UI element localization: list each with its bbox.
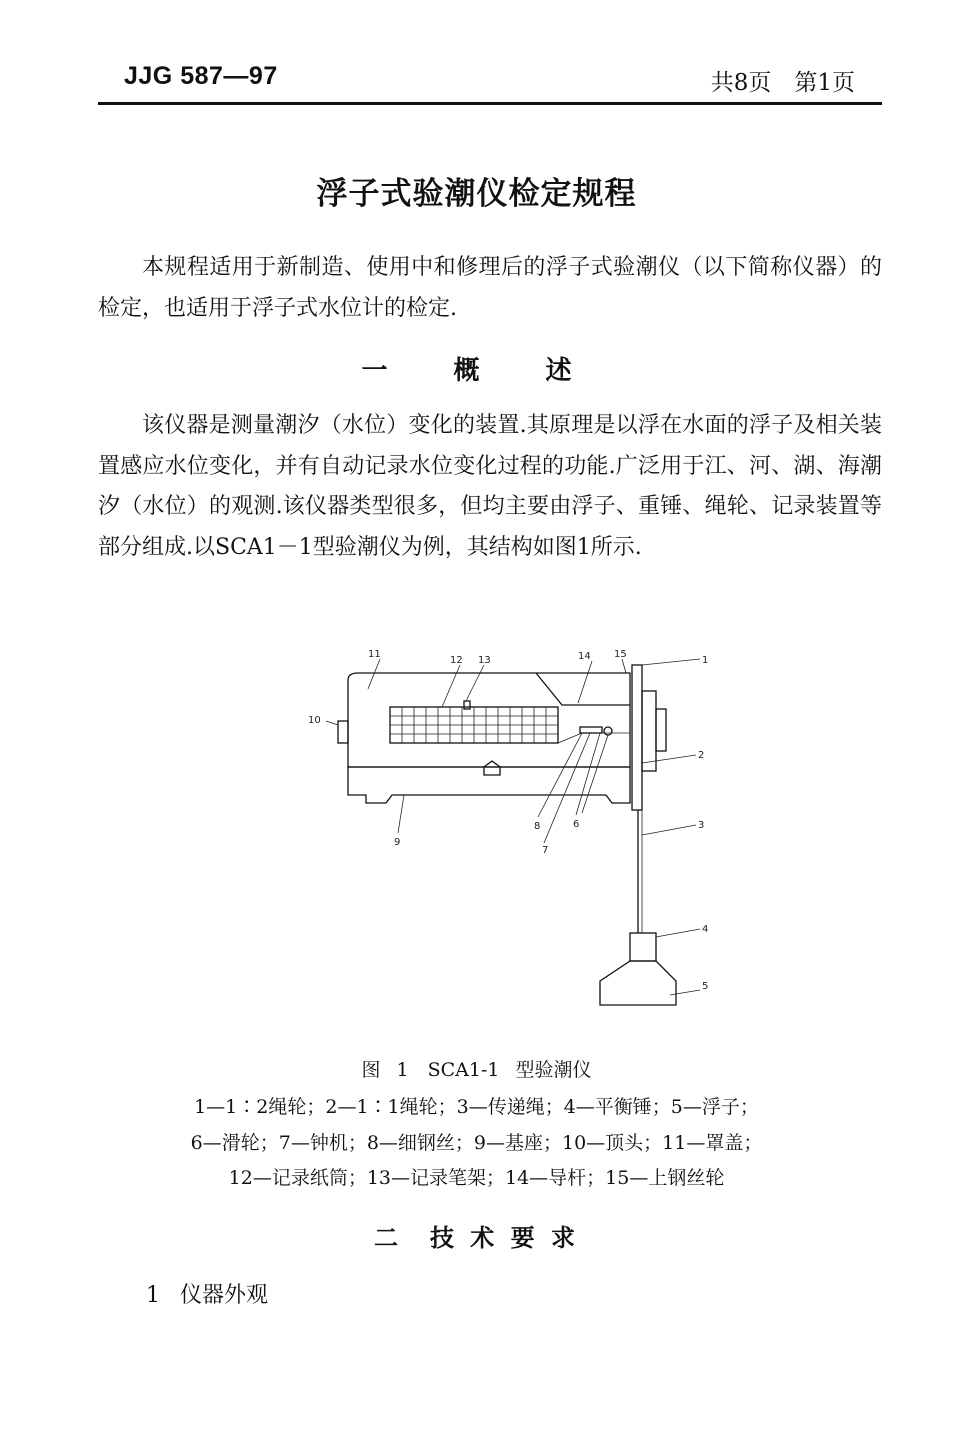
clause-1-text: 仪器外观 bbox=[180, 1283, 269, 1308]
wheel-hub bbox=[642, 691, 656, 771]
label-13: 13 bbox=[478, 655, 491, 666]
label-3: 3 bbox=[698, 820, 705, 831]
figure-legend-line-3: 12—记录纸筒；13—记录笔架；14—导杆；15—上钢丝轮 bbox=[228, 1167, 725, 1189]
label-2: 2 bbox=[698, 750, 705, 761]
page-info: 共8页 第1页 bbox=[710, 70, 855, 96]
tide-gauge-diagram bbox=[300, 645, 720, 1020]
label-15: 15 bbox=[614, 649, 627, 660]
clause-1 bbox=[146, 1278, 268, 1309]
header-rule bbox=[98, 102, 882, 105]
float bbox=[600, 961, 676, 1005]
base-shape bbox=[348, 767, 630, 803]
wheel-knob bbox=[656, 709, 666, 751]
document-title: 浮子式验潮仪检定规程 bbox=[316, 176, 637, 212]
clock-mechanism bbox=[580, 727, 602, 733]
label-1: 1 bbox=[702, 655, 709, 666]
label-12: 12 bbox=[450, 655, 463, 666]
wheel-frame bbox=[632, 665, 642, 810]
drum-grid bbox=[390, 707, 558, 743]
intro-paragraph: 本规程适用于新制造、使用中和修理后的浮子式验潮仪（以下简称仪器）的检定，也适用于浮子式水位计的检定. bbox=[98, 255, 882, 321]
label-5: 5 bbox=[702, 981, 709, 992]
latch bbox=[484, 761, 500, 775]
label-8: 8 bbox=[534, 821, 541, 832]
leader-lines bbox=[326, 659, 700, 995]
label-4: 4 bbox=[702, 924, 709, 935]
document-code: JJG 587—97 bbox=[124, 62, 278, 90]
label-14: 14 bbox=[578, 651, 591, 662]
guide-rod-lower bbox=[558, 733, 630, 743]
end-knob bbox=[338, 721, 348, 743]
section-2-heading: 二 技 术 要 求 bbox=[373, 1224, 580, 1252]
label-10: 10 bbox=[308, 715, 321, 726]
figure-legend-line-2: 6—滑轮；7—钟机；8—细钢丝；9—基座；10—顶头；11—罩盖； bbox=[190, 1132, 763, 1154]
counterweight bbox=[630, 933, 656, 961]
label-11: 11 bbox=[368, 649, 381, 660]
pen-holder bbox=[464, 701, 470, 709]
label-7: 7 bbox=[542, 845, 549, 856]
figure-legend-line-1: 1—1∶2绳轮；2—1∶1绳轮；3—传递绳；4—平衡锤；5—浮子； bbox=[194, 1096, 759, 1118]
figure-caption: 图 1 SCA1-1 型验潮仪 bbox=[361, 1059, 592, 1081]
section-1-heading: 一 概 述 bbox=[361, 356, 592, 386]
overview-paragraph: 该仪器是测量潮汐（水位）变化的装置.其原理是以浮在水面的浮子及相关装置感应水位变化，并有自动记录水位变化过程的功能.广泛用于江、河、湖、海潮汐（水位）的观测.该仪器类型很多，但均主要由浮子、重锤、绳轮、记录装置等部分组成.以SCA1－1型验潮仪为例，其结构如图1所示. bbox=[98, 413, 882, 560]
label-6: 6 bbox=[573, 819, 580, 830]
label-9: 9 bbox=[394, 837, 401, 848]
clause-1-number: 1 bbox=[146, 1283, 160, 1308]
pulley bbox=[604, 727, 612, 735]
